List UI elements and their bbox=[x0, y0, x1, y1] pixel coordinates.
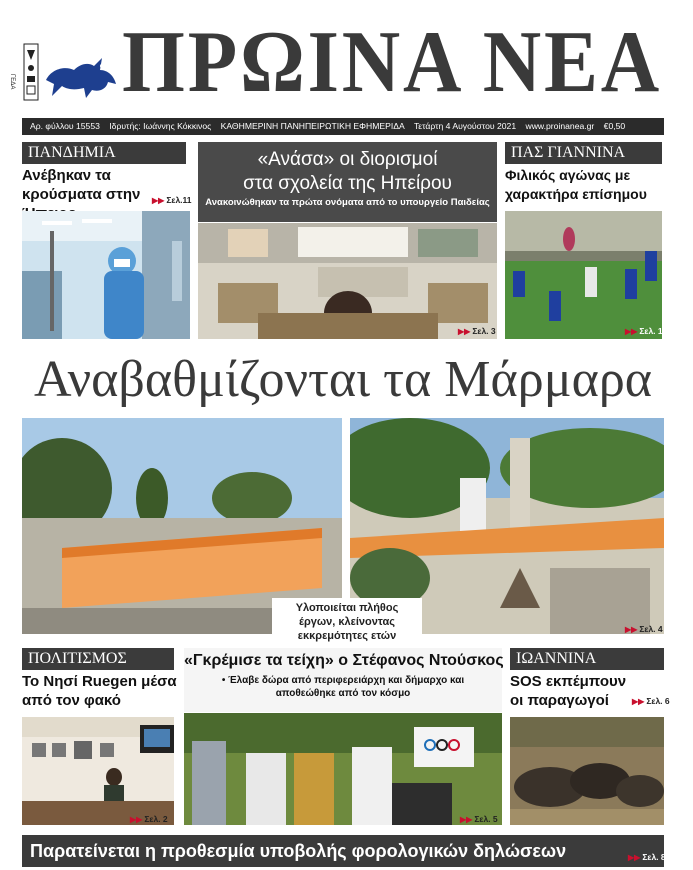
ioannina-title[interactable]: SOS εκπέμπουν οι παραγωγοί bbox=[510, 673, 627, 709]
footer-headline-bar[interactable] bbox=[22, 835, 664, 867]
dousko-subtitle: • Έλαβε δώρα από περιφερειάρχη και δήμαρχο και αποθεώθηκε από τον κόσμο bbox=[221, 675, 465, 699]
section-pas-giannina: ΠΑΣ ΓΙΑΝΝΙΝΑ bbox=[505, 142, 662, 164]
page-ref[interactable]: ▶▶ Σελ. 3 bbox=[458, 326, 496, 336]
logo-text: ΓΕΔΑ bbox=[9, 74, 15, 90]
page-ref[interactable]: ▶▶ Σελ. 5 bbox=[460, 814, 498, 824]
page-ref[interactable]: ▶▶ Σελ. 8 bbox=[628, 852, 666, 862]
exhibition-photo bbox=[22, 717, 174, 825]
page-ref[interactable]: ▶▶ Σελ. 6 bbox=[632, 696, 670, 706]
classroom-photo bbox=[198, 223, 497, 339]
page-ref[interactable]: ▶▶ Σελ.11 bbox=[152, 195, 192, 205]
school-appointments-box[interactable] bbox=[198, 142, 497, 222]
masthead-title: ΠΡΩΙΝΑ ΝΕΑ bbox=[122, 14, 663, 111]
page-ref[interactable]: ▶▶ Σελ. 14 bbox=[625, 326, 668, 336]
football-title[interactable]: Φιλικός αγώνας με χαρακτήρα επίσημου bbox=[505, 167, 647, 202]
main-headline[interactable]: Αναβαθμίζονται τα Μάρμαρα bbox=[33, 351, 653, 408]
paper-type: ΚΑΘΗΜΕΡΙΝΗ ΠΑΝΗΠΕΙΡΩΤΙΚΗ ΕΦΗΜΕΡΙΔΑ bbox=[220, 121, 405, 131]
dousko-box[interactable] bbox=[184, 648, 502, 712]
page-ref[interactable]: ▶▶ Σελ. 4 bbox=[625, 624, 663, 634]
school-title-line2: στα σχολεία της Ηπείρου bbox=[243, 173, 452, 194]
main-caption: Υλοποιείται πλήθος έργων, κλείνοντας εκκρεμότητες ετών bbox=[272, 598, 422, 646]
price: €0,50 bbox=[603, 121, 626, 131]
section-ioannina: ΙΩΑΝΝΙΝΑ bbox=[510, 648, 664, 670]
newspaper-logo bbox=[22, 40, 122, 104]
section-pandemic: ΠΑΝΔΗΜΙΑ bbox=[22, 142, 186, 164]
issue-number: Αρ. φύλλου 15553 bbox=[30, 121, 100, 131]
covid-ward-photo bbox=[22, 211, 190, 339]
info-bar bbox=[22, 118, 664, 135]
ceremony-photo bbox=[184, 713, 502, 825]
culture-title[interactable]: Το Νησί Ruegen μέσα από τον φακό bbox=[22, 673, 177, 709]
wild-boars-photo bbox=[510, 717, 664, 825]
founder: Ιδρυτής: Ιωάννης Κόκκινος bbox=[109, 121, 212, 131]
school-title-line1: «Ανάσα» οι διορισμοί bbox=[257, 149, 438, 170]
footer-headline: Παρατείνεται η προθεσμία υποβολής φορολογικών δηλώσεων bbox=[30, 841, 567, 861]
page-ref[interactable]: ▶▶ Σελ. 2 bbox=[130, 814, 168, 824]
dousko-title: «Γκρέμισε τα τείχη» ο Στέφανος Ντούσκος bbox=[184, 652, 504, 669]
section-culture: ΠΟΛΙΤΙΣΜΟΣ bbox=[22, 648, 174, 670]
website-link[interactable]: www.proinanea.gr bbox=[525, 121, 595, 131]
issue-date: Τετάρτη 4 Αυγούστου 2021 bbox=[413, 121, 517, 131]
pandemic-title[interactable]: Ανέβηκαν τα κρούσματα στην bbox=[22, 167, 141, 203]
football-match-photo bbox=[505, 211, 662, 339]
school-subtitle: Ανακοινώθηκαν τα πρώτα ονόματα από το υπουργείο Παιδείας bbox=[205, 197, 490, 208]
